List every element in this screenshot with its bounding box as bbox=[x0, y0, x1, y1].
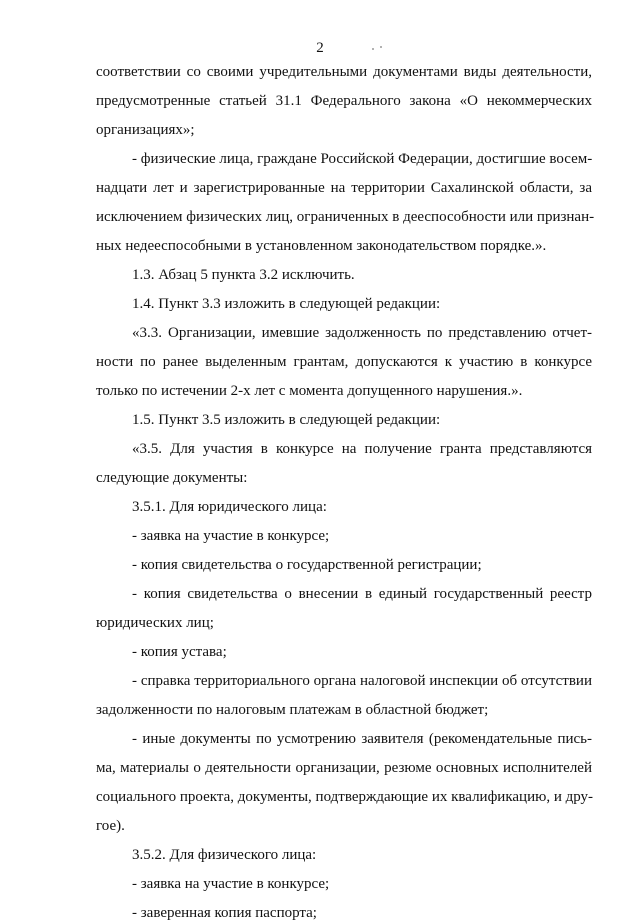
text-line: «3.5. Для участия в конкурсе на получение гранта представляются bbox=[132, 441, 592, 457]
text-line: социального проекта, документы, подтверждающие их квалификацию, и дру- bbox=[96, 789, 594, 805]
text-line: - заверенная копия паспорта; bbox=[132, 905, 317, 921]
text-line: гое). bbox=[96, 818, 125, 834]
text-line: - копия свидетельства о внесении в единый государственный реестр bbox=[132, 586, 592, 602]
text-line: исключением физических лиц, ограниченных в дееспособности или признан- bbox=[96, 209, 595, 225]
text-line: «3.3. Организации, имевшие задолженность по представлению отчет- bbox=[132, 325, 592, 341]
text-line: ных недееспособными в установленном законодательством порядке.». bbox=[96, 238, 547, 254]
text-line: - справка территориального органа налоговой инспекции об отсутствии bbox=[132, 673, 592, 689]
text-line: - копия устава; bbox=[132, 644, 227, 660]
text-line: - физические лица, граждане Российской Федерации, достигшие восем- bbox=[132, 151, 593, 167]
text-line: - иные документы по усмотрению заявителя (рекомендательные пись- bbox=[132, 731, 592, 747]
text-line: - заявка на участие в конкурсе; bbox=[132, 876, 330, 892]
text-line: 1.5. Пункт 3.5 изложить в следующей редакции: bbox=[132, 412, 441, 428]
text-line: организациях»; bbox=[96, 122, 195, 138]
text-line: 3.5.2. Для физического лица: bbox=[132, 847, 317, 863]
text-line: 3.5.1. Для юридического лица: bbox=[132, 499, 327, 515]
text-line: следующие документы: bbox=[96, 470, 248, 486]
text-line: ности по ранее выделенным грантам, допускаются к участию в конкурсе bbox=[96, 354, 592, 370]
text-line: - заявка на участие в конкурсе; bbox=[132, 528, 330, 544]
text-line: соответствии со своими учредительными документами виды деятельности, bbox=[96, 64, 592, 80]
text-line: задолженности по налоговым платежам в областной бюджет; bbox=[96, 702, 489, 718]
text-line: - копия свидетельства о государственной регистрации; bbox=[132, 557, 482, 573]
text-line: 1.4. Пункт 3.3 изложить в следующей редакции: bbox=[132, 296, 441, 312]
text-line: юридических лиц; bbox=[96, 615, 214, 631]
text-line: 1.3. Абзац 5 пункта 3.2 исключить. bbox=[132, 267, 355, 283]
text-line: ма, материалы о деятельности организации, резюме основных исполнителей bbox=[96, 760, 592, 776]
text-line: надцати лет и зарегистрированные на территории Сахалинской области, за bbox=[96, 180, 592, 196]
page-number: 2 bbox=[316, 40, 324, 56]
text-line: предусмотренные статьей 31.1 Федерального закона «О некоммерческих bbox=[96, 93, 592, 109]
scan-speck bbox=[380, 46, 382, 48]
scan-speck bbox=[372, 48, 374, 50]
text-line: только по истечении 2-х лет с момента допущенного нарушения.». bbox=[96, 383, 523, 399]
